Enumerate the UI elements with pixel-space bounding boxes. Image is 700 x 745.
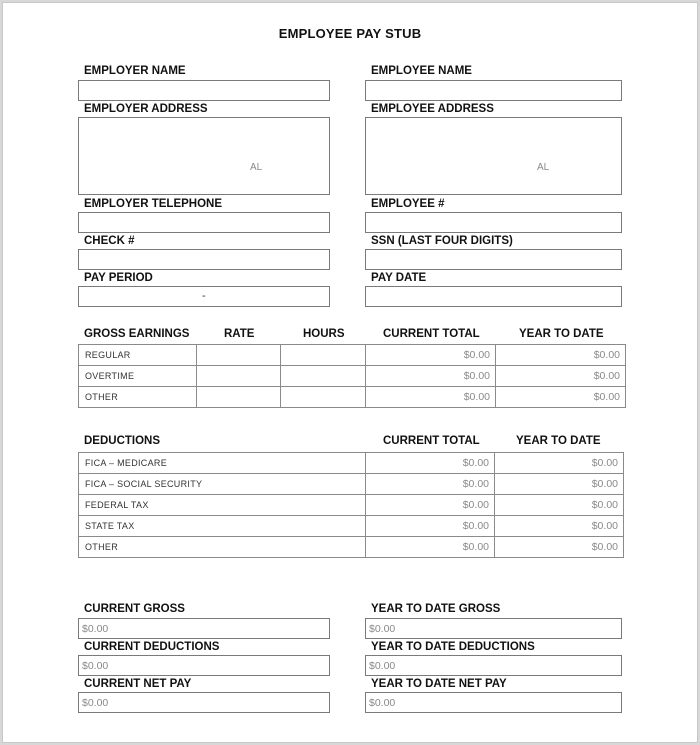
employee-address-field[interactable] (365, 117, 622, 195)
current-net-pay-label: CURRENT NET PAY (84, 678, 192, 690)
deduction-current-cell[interactable]: $0.00 (366, 474, 495, 495)
ytd-gross-field[interactable] (365, 618, 622, 639)
earnings-hours-cell[interactable] (281, 387, 366, 408)
deduction-row-name: FICA – SOCIAL SECURITY (79, 474, 366, 495)
employee-address-label: EMPLOYEE ADDRESS (371, 103, 494, 115)
table-row (79, 387, 626, 408)
employee-name-field[interactable] (365, 80, 622, 101)
employer-telephone-label: EMPLOYER TELEPHONE (84, 198, 223, 210)
earnings-rate-cell[interactable] (197, 345, 281, 366)
pay-period-field[interactable] (78, 286, 330, 307)
earnings-row-name: OVERTIME (79, 366, 197, 387)
earnings-current-cell[interactable]: $0.00 (366, 345, 496, 366)
deduction-ytd-cell[interactable]: $0.00 (495, 495, 624, 516)
current-deductions-label: CURRENT DEDUCTIONS (84, 641, 220, 653)
deduction-current-cell[interactable]: $0.00 (366, 537, 495, 558)
deductions-table (78, 452, 624, 558)
table-row (79, 366, 626, 387)
ytd-net-pay-field[interactable] (365, 692, 622, 713)
earnings-ytd-cell[interactable]: $0.00 (496, 387, 626, 408)
pay-period-separator: - (202, 290, 206, 302)
earnings-rate-cell[interactable] (197, 387, 281, 408)
pay-date-field[interactable] (365, 286, 622, 307)
earnings-header-name: GROSS EARNINGS (84, 328, 190, 340)
earnings-table (78, 344, 626, 408)
current-net-pay-field[interactable] (78, 692, 330, 713)
employer-address-field[interactable] (78, 117, 330, 195)
earnings-header-current: CURRENT TOTAL (383, 328, 480, 340)
check-number-label: CHECK # (84, 235, 135, 247)
current-gross-label: CURRENT GROSS (84, 603, 185, 615)
page-title: EMPLOYEE PAY STUB (278, 26, 422, 41)
deductions-header-ytd: YEAR TO DATE (516, 435, 601, 447)
ytd-deductions-value: $0.00 (369, 660, 396, 672)
earnings-header-rate: RATE (224, 328, 255, 340)
earnings-hours-cell[interactable] (281, 345, 366, 366)
ssn-field[interactable] (365, 249, 622, 270)
earnings-current-cell[interactable]: $0.00 (366, 387, 496, 408)
ytd-gross-label: YEAR TO DATE GROSS (371, 603, 501, 615)
deduction-ytd-cell[interactable]: $0.00 (495, 516, 624, 537)
employer-telephone-field[interactable] (78, 212, 330, 233)
current-gross-value: $0.00 (82, 623, 109, 635)
earnings-header-ytd: YEAR TO DATE (519, 328, 604, 340)
employee-number-field[interactable] (365, 212, 622, 233)
employer-name-field[interactable] (78, 80, 330, 101)
earnings-row-name: OTHER (79, 387, 197, 408)
pay-period-label: PAY PERIOD (84, 272, 153, 284)
ssn-label: SSN (LAST FOUR DIGITS) (371, 235, 513, 247)
ytd-gross-value: $0.00 (369, 623, 396, 635)
current-deductions-value: $0.00 (82, 660, 109, 672)
deduction-row-name: OTHER (79, 537, 366, 558)
current-gross-field[interactable] (78, 618, 330, 639)
deduction-row-name: FICA – MEDICARE (79, 453, 366, 474)
earnings-current-cell[interactable]: $0.00 (366, 366, 496, 387)
table-row (79, 516, 624, 537)
ytd-net-pay-label: YEAR TO DATE NET PAY (371, 678, 507, 690)
deduction-row-name: STATE TAX (79, 516, 366, 537)
ytd-net-pay-value: $0.00 (369, 697, 396, 709)
deduction-ytd-cell[interactable]: $0.00 (495, 474, 624, 495)
earnings-rate-cell[interactable] (197, 366, 281, 387)
pay-date-label: PAY DATE (371, 272, 427, 284)
table-row (79, 537, 624, 558)
employee-name-label: EMPLOYEE NAME (371, 65, 472, 77)
current-net-pay-value: $0.00 (82, 697, 109, 709)
deduction-row-name: FEDERAL TAX (79, 495, 366, 516)
table-row (79, 495, 624, 516)
deduction-current-cell[interactable]: $0.00 (366, 516, 495, 537)
table-row (79, 474, 624, 495)
earnings-ytd-cell[interactable]: $0.00 (496, 366, 626, 387)
earnings-row-name: REGULAR (79, 345, 197, 366)
employer-address-state: AL (250, 162, 263, 173)
deductions-header-current: CURRENT TOTAL (383, 435, 480, 447)
employee-address-state: AL (537, 162, 550, 173)
employer-address-label: EMPLOYER ADDRESS (84, 103, 208, 115)
earnings-header-hours: HOURS (303, 328, 345, 340)
employee-number-label: EMPLOYEE # (371, 198, 445, 210)
deduction-ytd-cell[interactable]: $0.00 (495, 453, 624, 474)
deductions-header-name: DEDUCTIONS (84, 435, 161, 447)
current-deductions-field[interactable] (78, 655, 330, 676)
ytd-deductions-label: YEAR TO DATE DEDUCTIONS (371, 641, 535, 653)
employer-name-label: EMPLOYER NAME (84, 65, 186, 77)
deduction-ytd-cell[interactable]: $0.00 (495, 537, 624, 558)
earnings-hours-cell[interactable] (281, 366, 366, 387)
deduction-current-cell[interactable]: $0.00 (366, 453, 495, 474)
earnings-ytd-cell[interactable]: $0.00 (496, 345, 626, 366)
check-number-field[interactable] (78, 249, 330, 270)
table-row (79, 453, 624, 474)
ytd-deductions-field[interactable] (365, 655, 622, 676)
table-row (79, 345, 626, 366)
deduction-current-cell[interactable]: $0.00 (366, 495, 495, 516)
